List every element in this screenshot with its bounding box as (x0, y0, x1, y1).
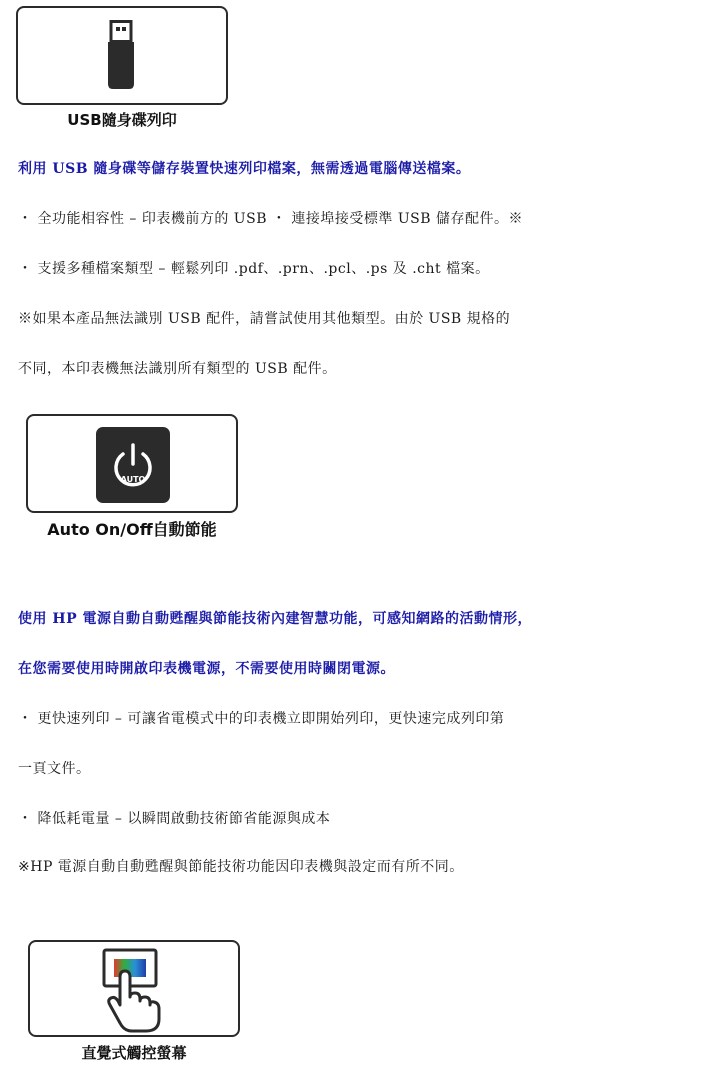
auto-headline-line-1: 使用 HP 電源自動自動甦醒與節能技術內建智慧功能，可感知網路的活動情形， (18, 611, 533, 627)
auto-caption: Auto On/Off自動節能 (47, 520, 217, 539)
auto-note: ※HP 電源自動自動甦醒與節能技術功能因印表機與設定而有所不同。 (18, 859, 464, 875)
touch-caption: 直覺式觸控螢幕 (81, 1044, 187, 1062)
touchscreen-icon (100, 947, 164, 1035)
usb-drive-icon (106, 20, 136, 90)
usb-bullet-2: ・ 支援多種檔案類型 – 輕鬆列印 .pdf、.prn、.pcl、.ps 及 .cht 檔案。 (18, 261, 490, 277)
power-auto-icon-label: AUTO (120, 475, 146, 484)
auto-feature-box (26, 414, 238, 513)
usb-feature-box (16, 6, 228, 105)
usb-note-line-2: 不同，本印表機無法識別所有類型的 USB 配件。 (18, 361, 337, 377)
power-auto-icon (96, 427, 170, 503)
usb-caption: USB隨身碟列印 (67, 111, 177, 129)
usb-bullet-1: ・ 全功能相容性 – 印表機前方的 USB ・ 連接埠接受標準 USB 儲存配件。※ (18, 211, 523, 227)
usb-headline: 利用 USB 隨身碟等儲存裝置快速列印檔案，無需透過電腦傳送檔案。 (18, 161, 471, 177)
touch-feature-box (28, 940, 240, 1037)
auto-bullet-line-1: ・ 更快速列印 – 可讓省電模式中的印表機立即開始列印，更快速完成列印第 (18, 711, 505, 727)
auto-bullet-line-3: ・ 降低耗電量 – 以瞬間啟動技術節省能源與成本 (18, 811, 331, 827)
auto-headline-line-2: 在您需要使用時開啟印表機電源，不需要使用時關閉電源。 (18, 661, 395, 677)
usb-note-line-1: ※如果本產品無法識別 USB 配件，請嘗試使用其他類型。由於 USB 規格的 (18, 311, 511, 327)
auto-bullet-line-2: 一頁文件。 (18, 761, 91, 777)
